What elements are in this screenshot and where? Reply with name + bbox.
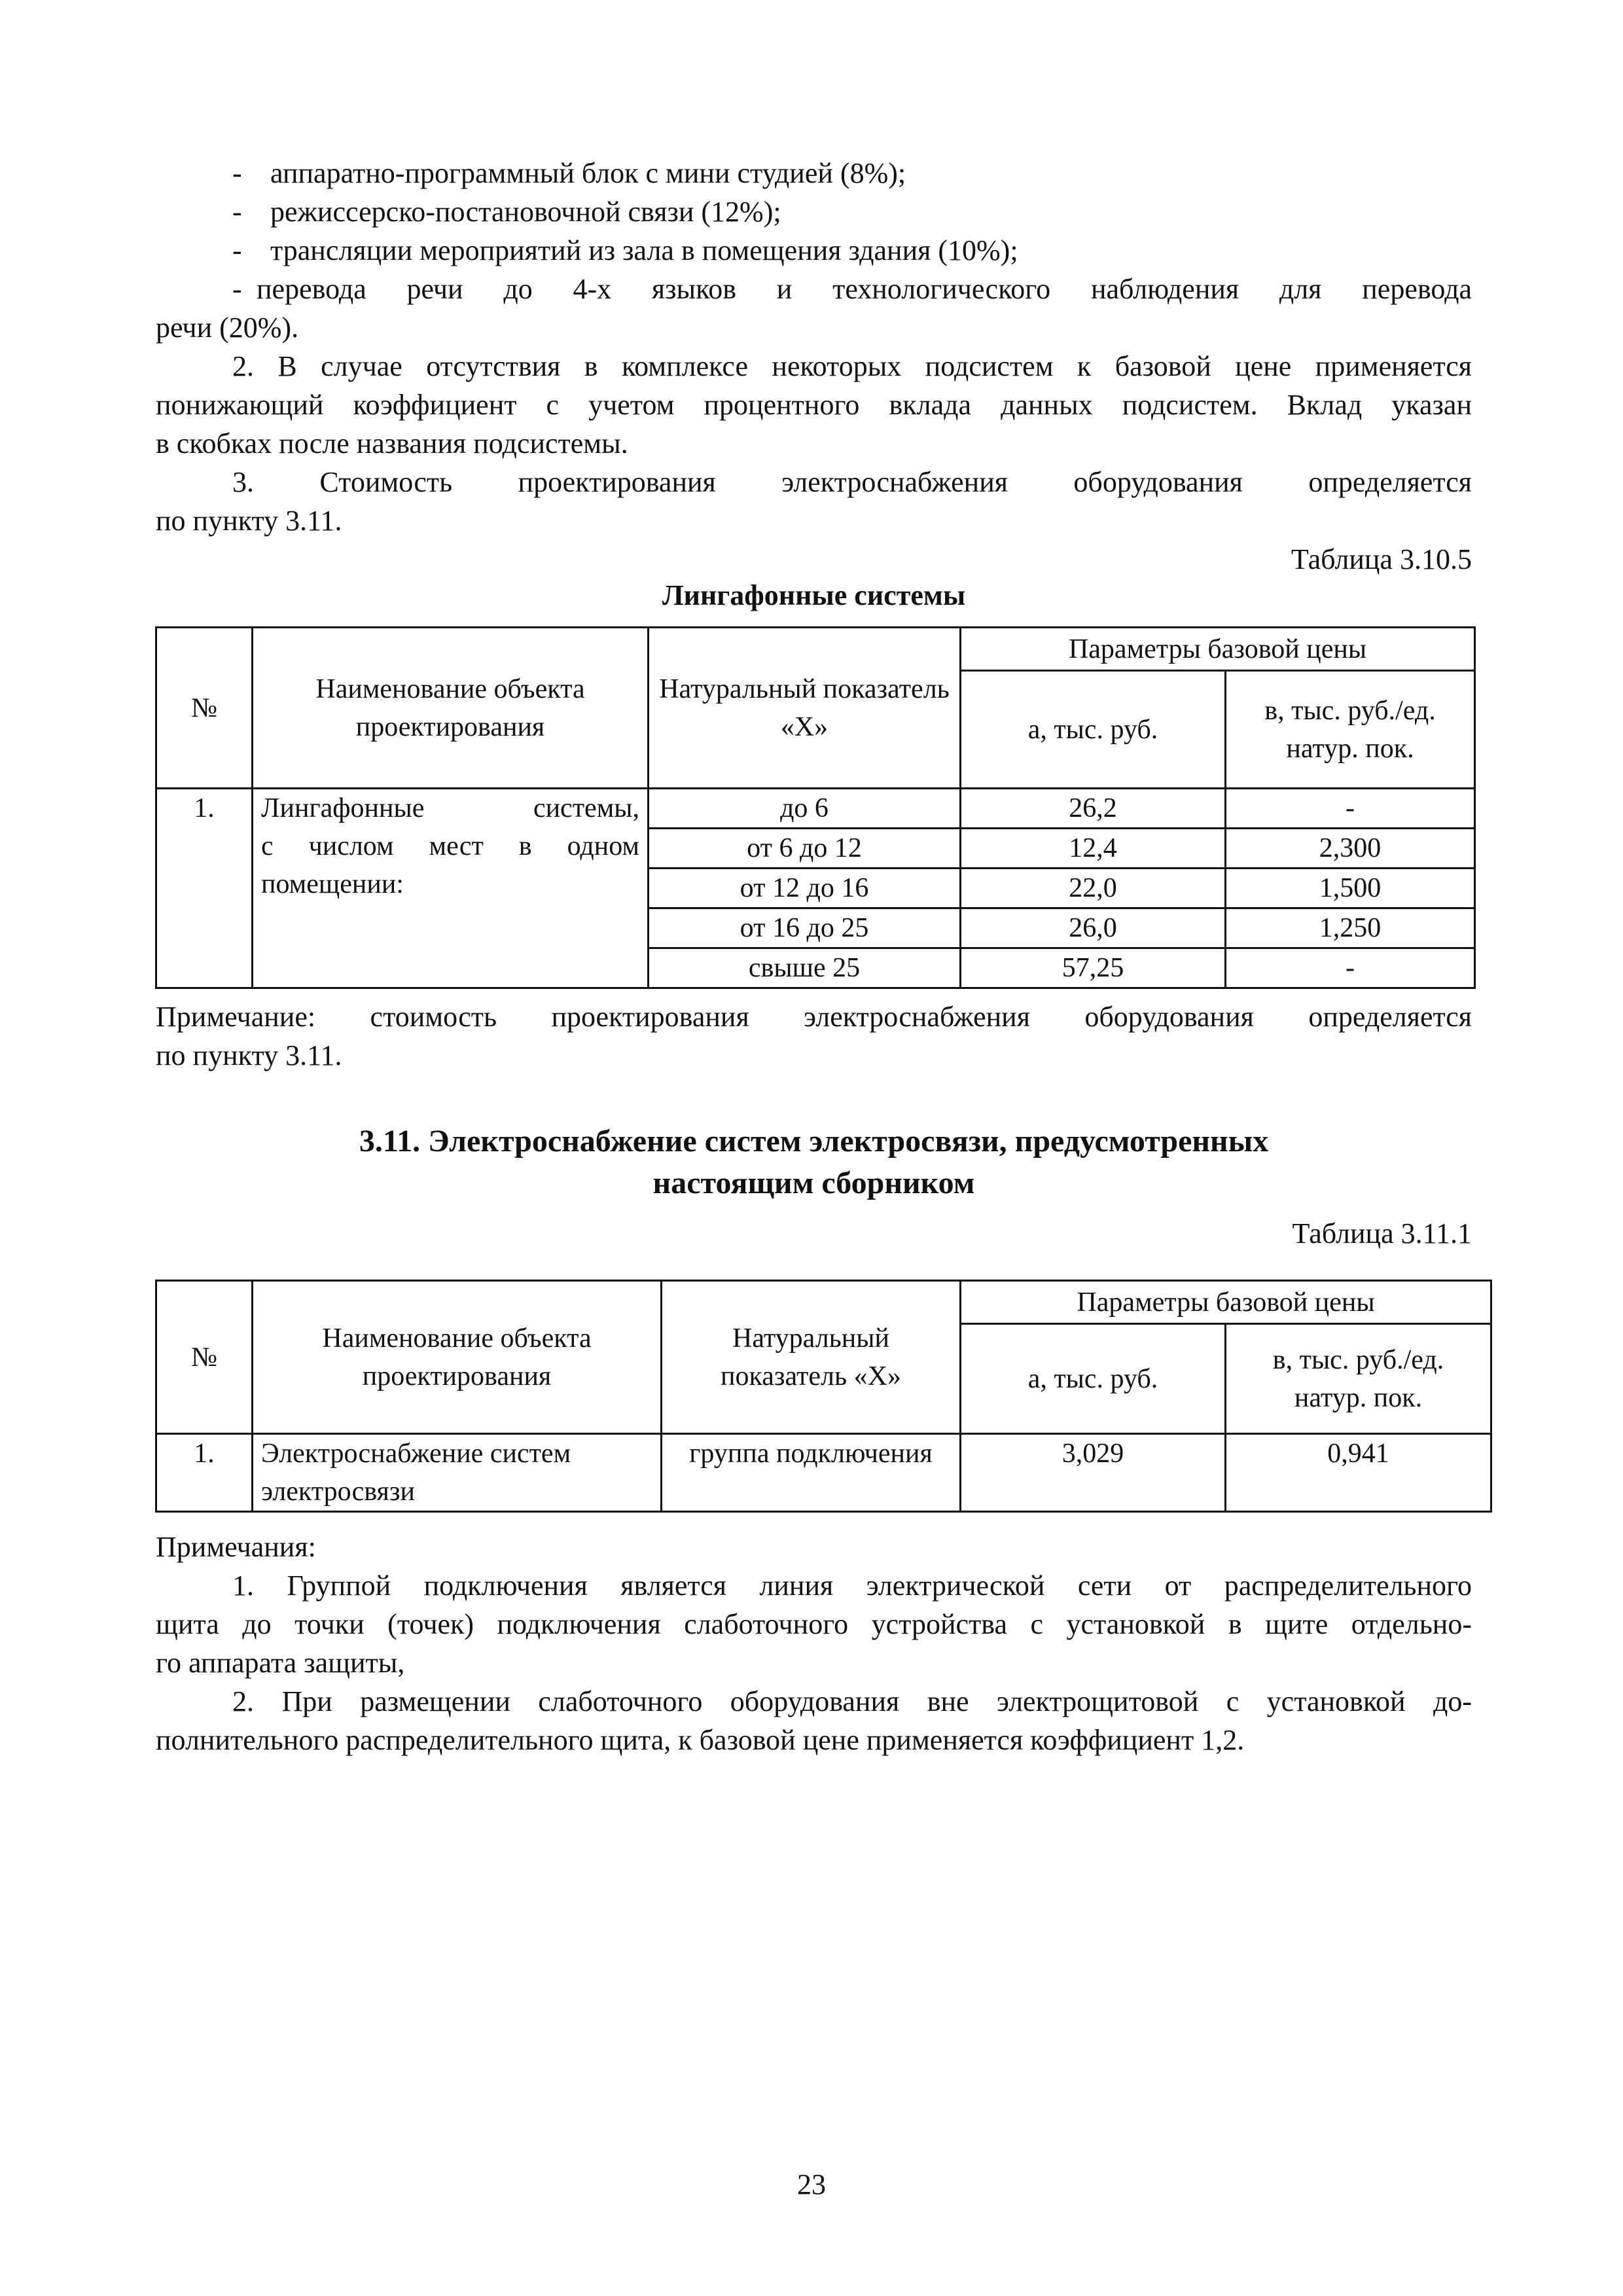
table2-row-name: Электроснабжение систем электросвязи — [253, 1434, 662, 1512]
table2-header-b: в, тыс. руб./ед. натур. пок. — [1226, 1324, 1491, 1434]
table1-cell-a: 22,0 — [961, 869, 1226, 908]
table1-cell-x: до 6 — [649, 789, 961, 829]
table1-cell-x: свыше 25 — [649, 948, 961, 988]
bullet-dash-2: - — [232, 196, 242, 228]
item2-line2: понижающий коэффициент с учетом процентного вклада данных подсистем. Вклад указан — [156, 389, 1472, 421]
table1-caption: Таблица 3.10.5 — [1291, 543, 1472, 575]
table2 — [155, 1280, 1492, 1513]
table1-cell-x: от 6 до 12 — [649, 829, 961, 869]
table1-header-no: № — [156, 628, 253, 789]
table1-header-a: а, тыс. руб. — [961, 671, 1226, 789]
table2-cell-x: группа подключения — [662, 1434, 961, 1512]
table1-cell-b: 2,300 — [1226, 829, 1475, 869]
page-number: 23 — [797, 2168, 826, 2200]
bullet-dash-3: - — [232, 234, 242, 266]
table1-row-no: 1. — [156, 789, 253, 988]
table2-cell-a: 3,029 — [961, 1434, 1226, 1512]
bullet-dash-1: - — [232, 157, 242, 189]
table1-row-name — [253, 789, 649, 988]
table1-note-line2: по пункту 3.11. — [156, 1039, 342, 1071]
note1-line2: щита до точки (точек) подключения слаботочного устройства с установкой в щите отдельно- — [156, 1608, 1472, 1640]
table2-header-a: а, тыс. руб. — [961, 1324, 1226, 1434]
table2-header-indicator: Натуральный показатель «X» — [662, 1281, 961, 1434]
section-title-line2: настоящим сборником — [652, 1166, 975, 1200]
table1-cell-x: от 12 до 16 — [649, 869, 961, 908]
table1-header-name: Наименование объекта проектирования — [253, 628, 649, 789]
bullet-4-continuation: речи (20%). — [156, 312, 299, 344]
table2-header-no: № — [156, 1281, 253, 1434]
table1 — [155, 626, 1476, 989]
table2-row-no: 1. — [156, 1434, 253, 1512]
table1-cell-a: 26,0 — [961, 908, 1226, 948]
item3-line2: по пункту 3.11. — [156, 505, 342, 537]
note1-line1: 1. Группой подключения является линия электрической сети от распределительного — [232, 1570, 1472, 1602]
note1-line3: го аппарата защиты, — [156, 1647, 405, 1679]
table1-name-line2: с числом мест в одном — [261, 831, 639, 861]
table2-header-name: Наименование объекта проектирования — [253, 1281, 662, 1434]
table1-cell-a: 57,25 — [961, 948, 1226, 988]
table1-cell-a: 12,4 — [961, 829, 1226, 869]
bullet-3: трансляции мероприятий из зала в помещения здания (10%); — [270, 234, 1018, 266]
bullet-2: режиссерско-постановочной связи (12%); — [270, 196, 781, 228]
table2-cell-b: 0,941 — [1226, 1434, 1491, 1512]
table1-note-line1: Примечание: стоимость проектирования электроснабжения оборудования определяется — [156, 1001, 1472, 1033]
table1-title: Лингафонные системы — [662, 579, 966, 611]
table1-name-line1: Лингафонные системы, — [261, 793, 639, 823]
table1-header-params: Параметры базовой цены — [961, 628, 1475, 671]
item3-line1: 3. Стоимость проектирования электроснабжения оборудования определяется — [232, 466, 1472, 498]
note2-line1: 2. При размещении слаботочного оборудования вне электрощитовой с установкой до- — [232, 1685, 1472, 1717]
item2-line3: в скобках после названия подсистемы. — [156, 427, 628, 459]
table2-header-params: Параметры базовой цены — [961, 1281, 1491, 1324]
table1-cell-x: от 16 до 25 — [649, 908, 961, 948]
bullet-1: аппаратно-программный блок с мини студией (8%); — [270, 157, 906, 189]
table1-name-line3: помещении: — [261, 869, 404, 899]
table1-cell-a: 26,2 — [961, 789, 1226, 829]
table1-cell-b: - — [1226, 789, 1475, 829]
section-title-line1: 3.11. Электроснабжение систем электросвязи, предусмотренных — [359, 1124, 1269, 1158]
table1-cell-b: 1,250 — [1226, 908, 1475, 948]
table1-header-b: в, тыс. руб./ед. натур. пок. — [1226, 671, 1475, 789]
table1-header-indicator: Натуральный показатель «X» — [649, 628, 961, 789]
note2-line2: полнительного распределительного щита, к базовой цене применяется коэффициент 1,2. — [156, 1724, 1245, 1756]
bullet-dash-4: - — [232, 273, 242, 305]
table2-caption: Таблица 3.11.1 — [1292, 1217, 1472, 1249]
bullet-4: перевода речи до 4-х языков и технологического наблюдения для перевода — [257, 273, 1472, 305]
item2-line1: 2. В случае отсутствия в комплексе некоторых подсистем к базовой цене применяется — [232, 350, 1472, 382]
notes-heading: Примечания: — [156, 1531, 316, 1563]
table1-cell-b: - — [1226, 948, 1475, 988]
table1-cell-b: 1,500 — [1226, 869, 1475, 908]
